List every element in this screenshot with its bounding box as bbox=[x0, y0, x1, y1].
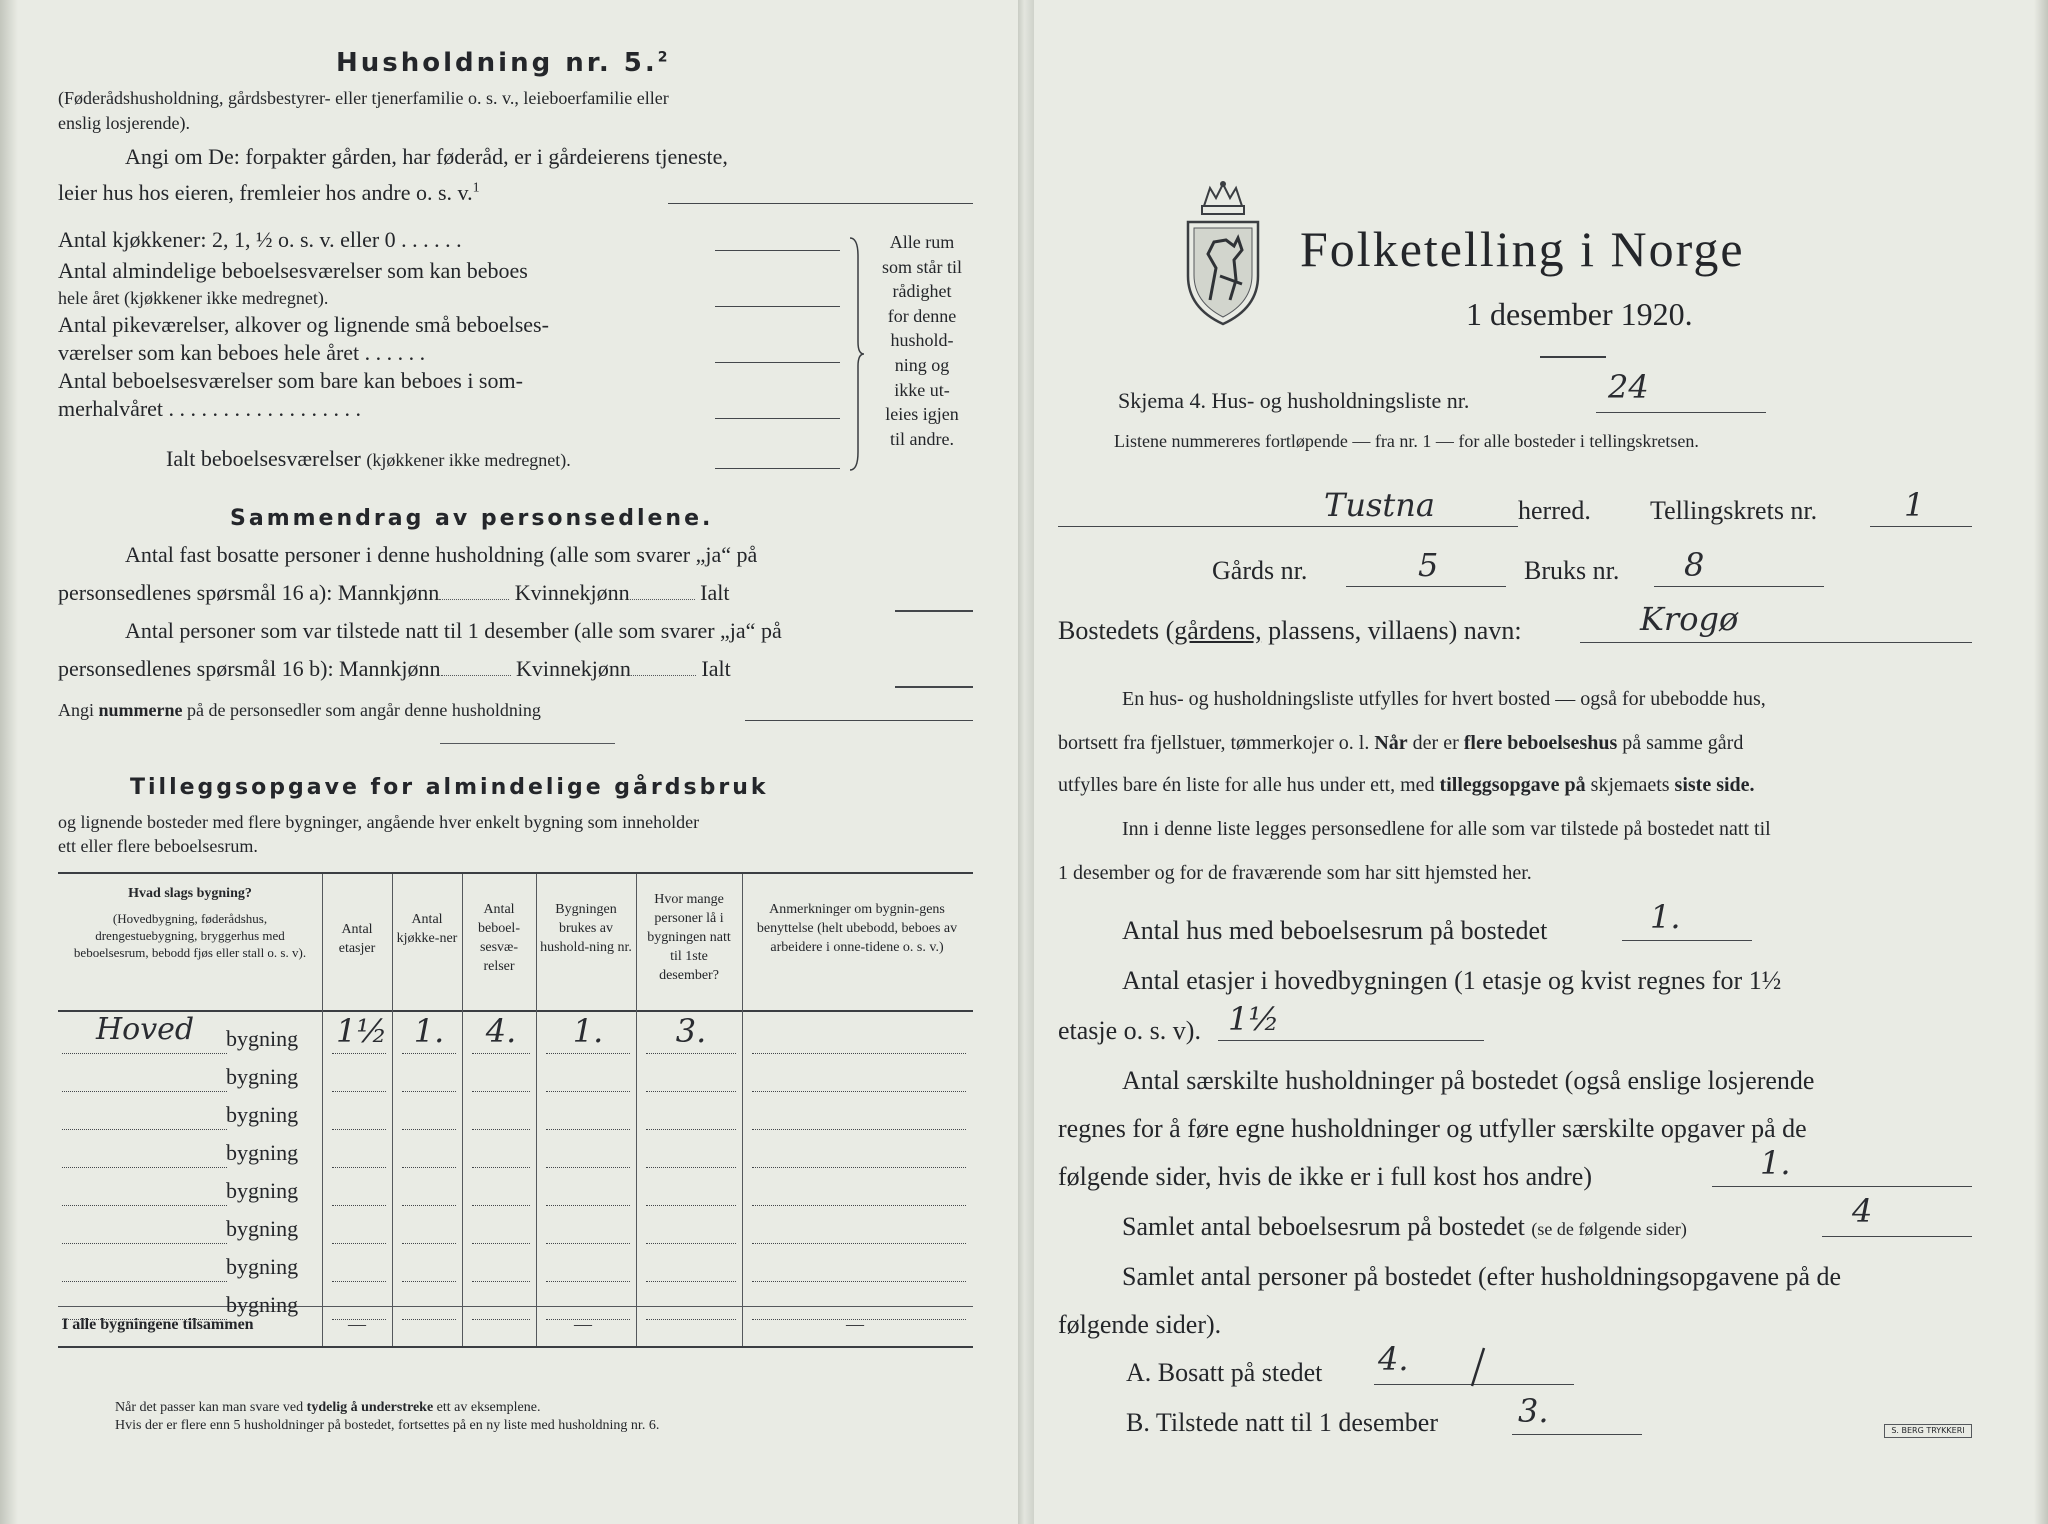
q-etasjer-value[interactable]: 1½ bbox=[1228, 1000, 1280, 1038]
summary-line2 bbox=[58, 580, 729, 606]
summary-numbers-line bbox=[745, 720, 973, 721]
rooms-summer-l2: merhalvåret . . . . . . . . . . . . . . . . . . bbox=[58, 396, 362, 421]
table-col-divider bbox=[392, 874, 393, 1346]
row-cell-line bbox=[332, 1205, 386, 1206]
household-subtitle-line1: (Føderådshusholdning, gårdsbestyrer- eller tjenerfamilie o. s. v., leieboerfamilie eller bbox=[58, 88, 669, 108]
krets-line bbox=[1870, 526, 1972, 527]
household-title-sup: 2 bbox=[657, 49, 671, 66]
household-title bbox=[336, 48, 671, 78]
title-rule bbox=[1540, 356, 1606, 358]
form-date: 1 desember 1920. bbox=[1466, 296, 1693, 332]
row-bygning-label: bygning bbox=[226, 1254, 299, 1279]
row-cell-line bbox=[646, 1281, 736, 1282]
rooms-kitchens: Antal kjøkkener: 2, 1, ½ o. s. v. eller 0 . . . . . . bbox=[58, 227, 462, 252]
row-cell-line bbox=[402, 1243, 456, 1244]
summary-mann-label: personsedlenes spørsmål 16 a): Mannkjønn bbox=[58, 580, 440, 605]
q-rum-a: Samlet antal beboelsesrum på bostedet bbox=[1122, 1212, 1532, 1241]
q-rum-label bbox=[1122, 1212, 1687, 1242]
row-bygning-label: bygning bbox=[226, 1102, 299, 1127]
row-cell-line bbox=[646, 1205, 736, 1206]
footnote-line2: Hvis der er flere enn 5 husholdninger på bostedet, fortsettes på en ny liste med husholdning nr. 6. bbox=[115, 1418, 660, 1433]
row-cell-line bbox=[646, 1053, 736, 1054]
q-hush-line bbox=[1712, 1186, 1972, 1187]
side-note-line: til andre. bbox=[890, 428, 954, 449]
row-personer-value[interactable]: 3. bbox=[675, 1012, 707, 1050]
summary-title: Sammendrag av personsedlene. bbox=[230, 506, 714, 531]
angi-sup: 1 bbox=[472, 180, 480, 196]
row-type-line bbox=[62, 1167, 227, 1168]
row-cell-line bbox=[402, 1167, 456, 1168]
row-cell-line bbox=[546, 1205, 630, 1206]
p1-l3a: utfylles bare én liste for alle hus under ett, med bbox=[1058, 774, 1440, 796]
angi-line1: Angi om De: forpakter gården, har føderåd, er i gårdeierens tjeneste, bbox=[125, 144, 728, 169]
row-cell-line bbox=[402, 1053, 456, 1054]
th-rooms: Antal beboel-sesvæ-relser bbox=[478, 902, 520, 974]
side-note-line: Alle rum bbox=[889, 232, 955, 252]
rooms-brace bbox=[846, 236, 866, 472]
row-cell-line bbox=[646, 1129, 736, 1130]
row-cell-line bbox=[402, 1319, 456, 1320]
table-col-divider bbox=[636, 874, 637, 1346]
q-a-value[interactable]: 4. bbox=[1378, 1340, 1409, 1378]
q-b-line bbox=[1512, 1434, 1642, 1435]
row-cell-line bbox=[402, 1205, 456, 1206]
th-building-type: Hvad slags bygning? bbox=[128, 886, 252, 901]
row-cell-line bbox=[752, 1091, 966, 1092]
table-total-label: I alle bygningene tilsammen bbox=[62, 1316, 254, 1333]
q-b-value[interactable]: 3. bbox=[1518, 1392, 1549, 1430]
row-cell-line bbox=[332, 1053, 386, 1054]
summary-line3: Antal personer som var tilstede natt til 1 desember (alle som svarer „ja“ på bbox=[125, 618, 782, 643]
total-floors-dash: — bbox=[348, 1314, 366, 1334]
section-divider bbox=[440, 743, 615, 744]
table-total-border bbox=[58, 1306, 973, 1307]
summary-ialt2-line bbox=[895, 686, 973, 688]
ialt-rooms-label: Ialt beboelsesværelser bbox=[166, 446, 361, 471]
th-persons: Hvor mange personer lå i bygningen natt til 1ste desember? bbox=[647, 892, 731, 983]
summary-nummerne: nummerne bbox=[98, 700, 183, 720]
row-kjokkener-value[interactable]: 1. bbox=[413, 1012, 445, 1050]
row-type-line bbox=[62, 1053, 227, 1054]
q-etasjer-line1: Antal etasjer i hovedbygningen (1 etasje og kvist regnes for 1½ bbox=[1122, 966, 1782, 995]
table-col-divider bbox=[536, 874, 537, 1346]
herred-value[interactable]: Tustna bbox=[1324, 486, 1435, 524]
row-cell-line bbox=[332, 1243, 386, 1244]
row-etasjer-value[interactable]: 1½ bbox=[336, 1012, 388, 1050]
row-cell-line bbox=[332, 1129, 386, 1130]
herred-line bbox=[1058, 526, 1518, 527]
household-title-text: Husholdning nr. 5. bbox=[336, 48, 658, 78]
row-cell-line bbox=[752, 1167, 966, 1168]
printer-stamp: S. BERG TRYKKERI bbox=[1884, 1424, 1972, 1438]
q-b-label: B. Tilstede natt til 1 desember bbox=[1126, 1408, 1438, 1437]
row-cell-line bbox=[472, 1091, 530, 1092]
row-cell-line bbox=[752, 1243, 966, 1244]
table-col-divider bbox=[322, 874, 323, 1346]
total-remarks-dash: — bbox=[846, 1314, 864, 1334]
bruks-label: Bruks nr. bbox=[1524, 556, 1620, 585]
p1-l3c: skjemaets bbox=[1585, 774, 1675, 796]
extra-line2: ett eller flere beboelsesrum. bbox=[58, 836, 258, 856]
form-title: Folketelling i Norge bbox=[1300, 221, 1745, 277]
row-bygning-label: bygning bbox=[226, 1140, 299, 1165]
row-cell-line bbox=[546, 1129, 630, 1130]
p1-l2b: Når bbox=[1374, 732, 1408, 754]
row-cell-line bbox=[402, 1281, 456, 1282]
p1-l2e: på samme gård bbox=[1617, 732, 1744, 754]
row-cell-line bbox=[472, 1167, 530, 1168]
q-hus-line bbox=[1622, 940, 1752, 941]
p2-line2: 1 desember og for de fraværende som har sitt hjemsted her. bbox=[1058, 862, 1532, 884]
q-rum-value[interactable]: 4 bbox=[1852, 1192, 1873, 1230]
p1-line2 bbox=[1058, 732, 1743, 755]
p1-line3 bbox=[1058, 774, 1755, 797]
bosted-label-gardens: gårdens, bbox=[1174, 616, 1262, 645]
summary-kvinne-label: Kvinnekjønn bbox=[514, 580, 630, 605]
summary-line5 bbox=[58, 700, 541, 721]
bosted-value[interactable]: Krogø bbox=[1640, 600, 1739, 638]
footnote-a: Når det passer kan man svare ved bbox=[115, 1400, 307, 1415]
ialt-rooms-answer-line bbox=[715, 468, 840, 469]
side-note-line: rådighet bbox=[892, 281, 952, 302]
rooms-maid-l2: værelser som kan beboes hele året . . . . . . bbox=[58, 340, 426, 365]
page-fold bbox=[1018, 0, 1034, 1524]
q-pers-line1: Samlet antal personer på bostedet (efter husholdningsopgavene på de bbox=[1122, 1262, 1842, 1291]
bosted-label-a: Bostedets ( bbox=[1058, 616, 1175, 645]
p1-l2a: bortsett fra fjellstuer, tømmerkojer o. l. bbox=[1058, 732, 1375, 754]
gards-value[interactable]: 5 bbox=[1418, 546, 1439, 584]
row-cell-line bbox=[646, 1243, 736, 1244]
ialt-rooms bbox=[166, 446, 571, 472]
side-note-line: ikke ut- bbox=[894, 379, 950, 400]
row-cell-line bbox=[332, 1281, 386, 1282]
row-cell-line bbox=[472, 1281, 530, 1282]
angi-answer-line bbox=[668, 203, 973, 204]
schema-nr-line bbox=[1596, 412, 1766, 413]
gards-line bbox=[1346, 586, 1506, 587]
row-bygning-label: bygning bbox=[226, 1064, 299, 1089]
check-mark-icon bbox=[1468, 1346, 1492, 1390]
row-cell-line bbox=[472, 1205, 530, 1206]
row-cell-line bbox=[332, 1091, 386, 1092]
q-hush-line1: Antal særskilte husholdninger på bostedet (også enslige losjerende bbox=[1122, 1066, 1815, 1095]
summary-line4 bbox=[58, 656, 731, 682]
summary-angi-rest: på de personsedler som angår denne husholdning bbox=[182, 700, 541, 720]
footnote-b: tydelig å understreke bbox=[306, 1400, 434, 1415]
q-hush-line3: følgende sider, hvis de ikke er i full kost hos andre) bbox=[1058, 1162, 1592, 1191]
schema-line: Skjema 4. Hus- og husholdningsliste nr. bbox=[1118, 388, 1470, 413]
extra-title: Tilleggsopgave for almindelige gårdsbruk bbox=[130, 775, 769, 800]
th-building-type-note: (Hovedbygning, føderådshus, drengestuebygning, bryggerhus med beboelsesrum, bebodd fjøs eller stall o. s. v). bbox=[73, 911, 307, 960]
row-cell-line bbox=[546, 1053, 630, 1054]
row-cell-line bbox=[752, 1281, 966, 1282]
rooms-maid-l1: Antal pikeværelser, alkover og lignende små beboelses- bbox=[58, 312, 549, 337]
p1-l2d: flere beboelseshus bbox=[1463, 732, 1618, 754]
row-bygning-label: bygning bbox=[226, 1216, 299, 1241]
rooms-summer-l1: Antal beboelsesværelser som bare kan beboes i som- bbox=[58, 368, 523, 393]
q-hus-value[interactable]: 1. bbox=[1650, 898, 1681, 936]
table-bottom-border bbox=[58, 1346, 973, 1348]
q-rum-line bbox=[1822, 1236, 1972, 1237]
row-cell-line bbox=[472, 1129, 530, 1130]
side-note bbox=[872, 230, 972, 451]
row-type-line bbox=[62, 1281, 227, 1282]
gards-label: Gårds nr. bbox=[1212, 556, 1308, 585]
row-cell-line bbox=[646, 1167, 736, 1168]
rooms-ordinary-l2: hele året (kjøkkener ikke medregnet). bbox=[58, 288, 329, 308]
q-hush-line2: regnes for å føre egne husholdninger og utfyller særskilte opgaver på de bbox=[1058, 1114, 1807, 1143]
row-bygning-label: bygning bbox=[226, 1292, 299, 1317]
maid-answer-line bbox=[715, 362, 840, 363]
row-cell-line bbox=[546, 1281, 630, 1282]
side-note-line: for denne bbox=[887, 305, 957, 326]
row-cell-line bbox=[646, 1091, 736, 1092]
th-floors: Antal etasjer bbox=[338, 922, 376, 956]
row-cell-line bbox=[752, 1129, 966, 1130]
table-col-divider bbox=[742, 874, 743, 1346]
household-subtitle-line2: enslig losjerende). bbox=[58, 113, 190, 133]
coat-of-arms-icon bbox=[1180, 180, 1266, 328]
extra-line1: og lignende bosteder med flere bygninger, angående hver enkelt bygning som inneholder bbox=[58, 812, 700, 832]
row-bygning-label: bygning bbox=[226, 1026, 299, 1051]
row-cell-line bbox=[646, 1319, 736, 1320]
q-hus-label: Antal hus med beboelsesrum på bostedet bbox=[1122, 916, 1548, 945]
row-type-line bbox=[62, 1205, 227, 1206]
ordinary-answer-line bbox=[715, 306, 840, 307]
row-cell-line bbox=[402, 1129, 456, 1130]
row-cell-line bbox=[472, 1319, 530, 1320]
bosted-line bbox=[1580, 642, 1972, 643]
side-note-line: som står til bbox=[882, 256, 962, 277]
q-etasjer-line bbox=[1218, 1040, 1484, 1041]
row-cell-line bbox=[546, 1091, 630, 1092]
rooms-ordinary-l1: Antal almindelige beboelsesværelser som kan beboes bbox=[58, 258, 528, 283]
krets-value[interactable]: 1 bbox=[1904, 486, 1925, 524]
row-cell-line bbox=[332, 1167, 386, 1168]
summary-angi: Angi bbox=[58, 700, 99, 720]
summary-ialt-line bbox=[895, 610, 973, 612]
herred-label: herred. bbox=[1518, 496, 1591, 525]
angi-line2-text: leier hus hos eieren, fremleier hos andre o. s. v. bbox=[58, 180, 473, 205]
q-rum-b: (se de følgende sider) bbox=[1531, 1219, 1687, 1239]
summary-kvinne2-label: Kvinnekjønn bbox=[516, 656, 631, 681]
row-cell-line bbox=[546, 1243, 630, 1244]
row-cell-line bbox=[752, 1205, 966, 1206]
row-cell-line bbox=[472, 1053, 530, 1054]
ialt-rooms-note: (kjøkkener ikke medregnet). bbox=[366, 450, 571, 470]
q-a-label: A. Bosatt på stedet bbox=[1126, 1358, 1323, 1387]
q-pers-line2: følgende sider). bbox=[1058, 1310, 1222, 1339]
row-rum-value[interactable]: 4. bbox=[485, 1012, 517, 1050]
summary-ialt-label: Ialt bbox=[700, 580, 730, 605]
row-cell-line bbox=[752, 1053, 966, 1054]
row-bygning-label: bygning bbox=[226, 1178, 299, 1203]
summary-line1: Antal fast bosatte personer i denne husholdning (alle som svarer „ja“ på bbox=[125, 542, 758, 567]
p1-line1: En hus- og husholdningsliste utfylles for hvert bosted — også for ubebodde hus, bbox=[1122, 688, 1766, 710]
row-type-line bbox=[62, 1129, 227, 1130]
th-kitchens: Antal kjøkke-ner bbox=[396, 912, 458, 946]
schema-note: Listene nummereres fortløpende — fra nr. 1 — for alle bosteder i tellingskretsen. bbox=[1114, 431, 1699, 451]
row-type-line bbox=[62, 1243, 227, 1244]
q-etasjer-line2: etasje o. s. v). bbox=[1058, 1016, 1201, 1045]
bruks-value[interactable]: 8 bbox=[1684, 546, 1705, 584]
bruks-line bbox=[1654, 586, 1824, 587]
total-hush-dash: — bbox=[574, 1314, 592, 1334]
th-remarks: Anmerkninger om bygnin-gens benyttelse (helt ubebodd, beboes av arbeidere i onne-tidene o. s. v.) bbox=[756, 902, 958, 955]
p1-l3d: siste side. bbox=[1674, 774, 1755, 796]
angi-line2 bbox=[58, 180, 480, 206]
row-type-value[interactable]: Hoved bbox=[96, 1012, 195, 1047]
side-note-line: leies igjen bbox=[885, 404, 959, 425]
footnote-c: ett av eksemplene. bbox=[433, 1400, 541, 1415]
bosted-label-c: plassens, villaens) navn: bbox=[1261, 616, 1522, 645]
row-hush-value[interactable]: 1. bbox=[572, 1012, 604, 1050]
summer-answer-line bbox=[715, 418, 840, 419]
side-note-line: hushold- bbox=[890, 330, 954, 351]
paper-edge-right bbox=[2034, 0, 2048, 1524]
row-type-line bbox=[62, 1091, 227, 1092]
krets-label: Tellingskrets nr. bbox=[1650, 496, 1818, 525]
q-hush-value[interactable]: 1. bbox=[1760, 1144, 1791, 1182]
side-note-line: ning og bbox=[894, 354, 950, 375]
schema-nr-value[interactable]: 24 bbox=[1608, 368, 1649, 406]
p1-l3b: tilleggsopgave på bbox=[1439, 774, 1586, 796]
p2-line1: Inn i denne liste legges personsedlene for alle som var tilstede på bostedet natt til bbox=[1122, 818, 1771, 840]
row-cell-line bbox=[402, 1091, 456, 1092]
p1-l2c: der er bbox=[1407, 732, 1464, 754]
bosted-label bbox=[1058, 616, 1522, 646]
table-col-divider bbox=[462, 874, 463, 1346]
th-used-by: Bygningen brukes av hushold-ning nr. bbox=[540, 902, 632, 955]
summary-ialt2-label: Ialt bbox=[701, 656, 731, 681]
paper-edge-left bbox=[0, 0, 18, 1524]
summary-mann2-label: personsedlenes spørsmål 16 b): Mannkjønn bbox=[58, 656, 441, 681]
row-cell-line bbox=[546, 1167, 630, 1168]
kitchens-answer-line bbox=[715, 250, 840, 251]
row-cell-line bbox=[472, 1243, 530, 1244]
table-top-border bbox=[58, 872, 973, 874]
footnote-line1 bbox=[115, 1400, 540, 1416]
